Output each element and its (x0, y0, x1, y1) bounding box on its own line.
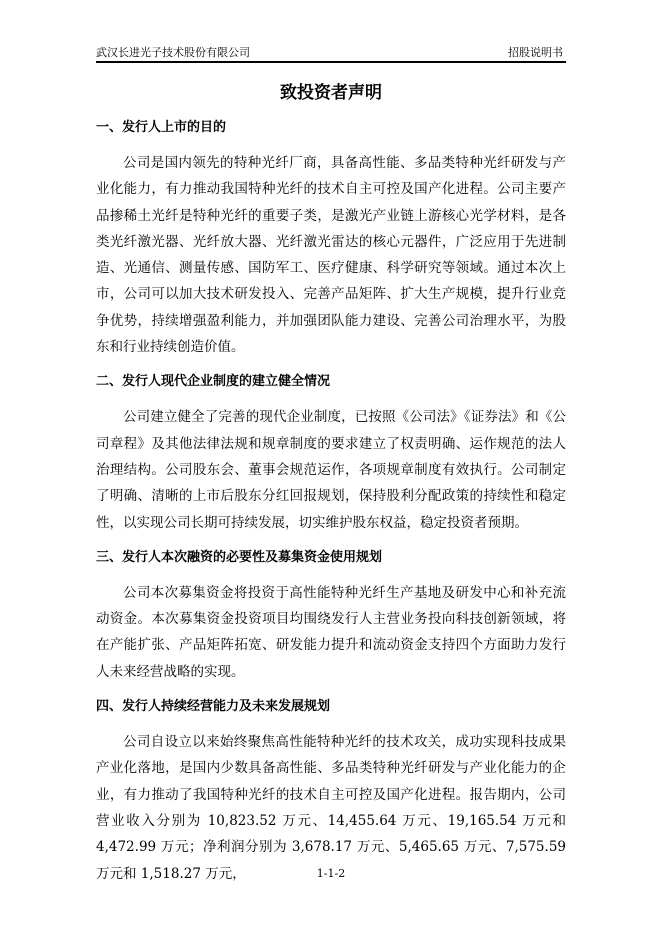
section-heading: 四、发行人持续经营能力及未来发展规划 (96, 699, 331, 715)
section-paragraph: 公司自设立以来始终聚焦高性能特种光纤的技术攻关，成功实现科技成果产业化落地，是国内少数具备高性能、多品类特种光纤研发与产业化能力的企业，有力推动了我国特种光纤的技术自主可控及国产化进程。报告期内，公司营业收入分别为 10,823.52 万元、14,455.64 万元、19,165.54 万元和 4,472.99 万元；净利润分别为 3,678.17 万元、5,465.65 万元、7,575.59 万元和 1,518.27 万元， (96, 734, 566, 882)
section-financing-plan (96, 548, 566, 685)
page-number: 1-1-2 (316, 867, 346, 880)
section-heading: 一、发行人上市的目的 (96, 120, 227, 135)
section-future-development (96, 697, 566, 887)
page-header (96, 44, 566, 62)
document-body (96, 118, 566, 899)
section-listing-purpose (96, 118, 566, 360)
section-heading: 三、发行人本次融资的必要性及募集资金使用规划 (96, 549, 383, 565)
section-paragraph: 公司是国内领先的特种光纤厂商，具备高性能、多品类特种光纤研发与产业化能力，有力推动我国特种光纤的技术自主可控及国产化进程。公司主要产品掺稀土光纤是特种光纤的重要子类，是激光产业链上游核心光学材料，是各类光纤激光器、光纤放大器、光纤激光雷达的核心元器件，广泛应用于先进制造、光通信、测量传感、国防军工、医疗健康、科学研究等领域。通过本次上市，公司可以加大技术研发投入、完善产品矩阵、扩大生产规模，提升行业竞争优势，持续增强盈利能力，并加强团队能力建设、完善公司治理水平，为股东和行业持续创造价值。 (96, 155, 566, 356)
header-document-type: 招股说明书 (508, 46, 563, 59)
section-corporate-governance (96, 372, 566, 535)
section-heading: 二、发行人现代企业制度的建立健全情况 (96, 374, 331, 390)
section-paragraph: 公司建立健全了完善的现代企业制度，已按照《公司法》《证券法》和《公司章程》及其他法律法规和规章制度的要求建立了权责明确、运作规范的法人治理结构。公司股东会、董事会规范运作，各项规章制度有效执行。公司制定了明确、清晰的上市后股东分红回报规划，保持股利分配政策的持续性和稳定性，以实现公司长期可持续发展，切实维护股东权益，稳定投资者预期。 (96, 409, 566, 531)
header-company-name: 武汉长进光子技术股份有限公司 (96, 46, 250, 59)
header-divider (96, 61, 566, 63)
page-title: 致投资者声明 (280, 83, 382, 103)
section-paragraph: 公司本次募集资金将投资于高性能特种光纤生产基地及研发中心和补充流动资金。本次募集资金投资项目均围绕发行人主营业务投向科技创新领域，将在产能扩张、产品矩阵拓宽、研发能力提升和流动资金支持四个方面助力发行人未来经营战略的实现。 (96, 584, 566, 680)
